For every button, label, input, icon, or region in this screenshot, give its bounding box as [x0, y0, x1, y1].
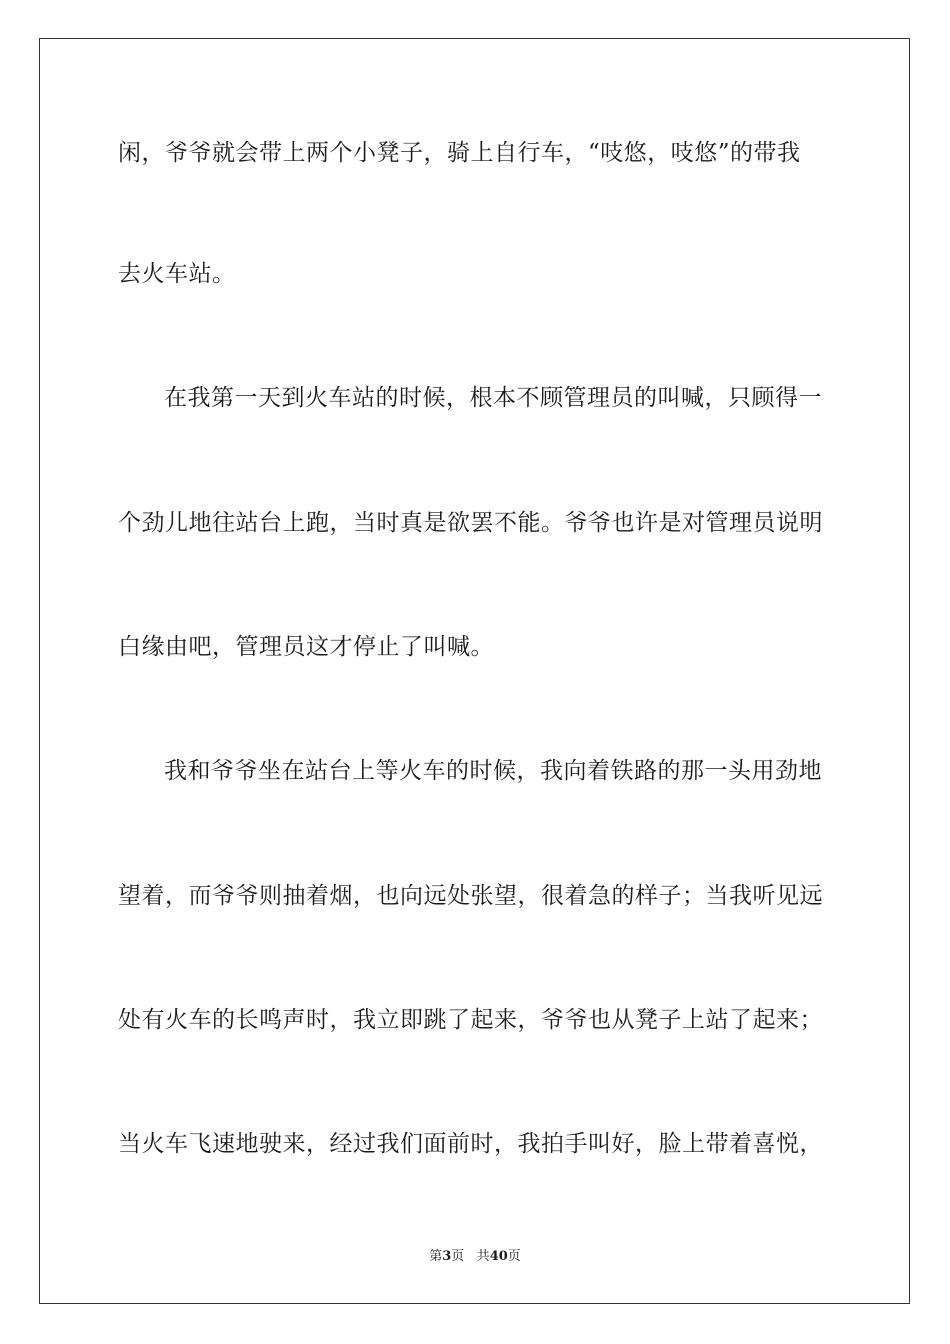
paragraph-line: 处有火车的长鸣声时，我立即跳了起来，爷爷也从凳子上站了起来； — [118, 1007, 823, 1033]
paragraph-line: 个劲儿地往站台上跑，当时真是欲罢不能。爷爷也许是对管理员说明 — [118, 510, 823, 536]
page-border — [39, 38, 910, 1304]
paragraph-line: 白缘由吧，管理员这才停止了叫喊。 — [118, 634, 494, 660]
page-prefix: 第 — [429, 1249, 443, 1264]
paragraph-line: 我和爷爷坐在站台上等火车的时候，我向着铁路的那一头用劲地 — [164, 758, 822, 784]
paragraph-line: 望着，而爷爷则抽着烟，也向远处张望，很着急的样子；当我听见远 — [118, 883, 823, 909]
total-suffix: 页 — [507, 1249, 521, 1264]
current-page-number: 3 — [442, 1249, 452, 1264]
page-suffix: 页 — [451, 1249, 465, 1264]
paragraph-line: 去火车站。 — [118, 261, 236, 287]
paragraph-line: 在我第一天到火车站的时候，根本不顾管理员的叫喊，只顾得一 — [164, 385, 822, 411]
paragraph-line: 闲，爷爷就会带上两个小凳子，骑上自行车，“吱悠，吱悠”的带我 — [118, 140, 801, 166]
total-prefix: 共 — [476, 1249, 490, 1264]
total-page-count: 40 — [489, 1249, 508, 1264]
paragraph-line: 当火车飞速地驶来，经过我们面前时，我拍手叫好，脸上带着喜悦， — [118, 1131, 823, 1157]
page-footer — [0, 1248, 950, 1266]
